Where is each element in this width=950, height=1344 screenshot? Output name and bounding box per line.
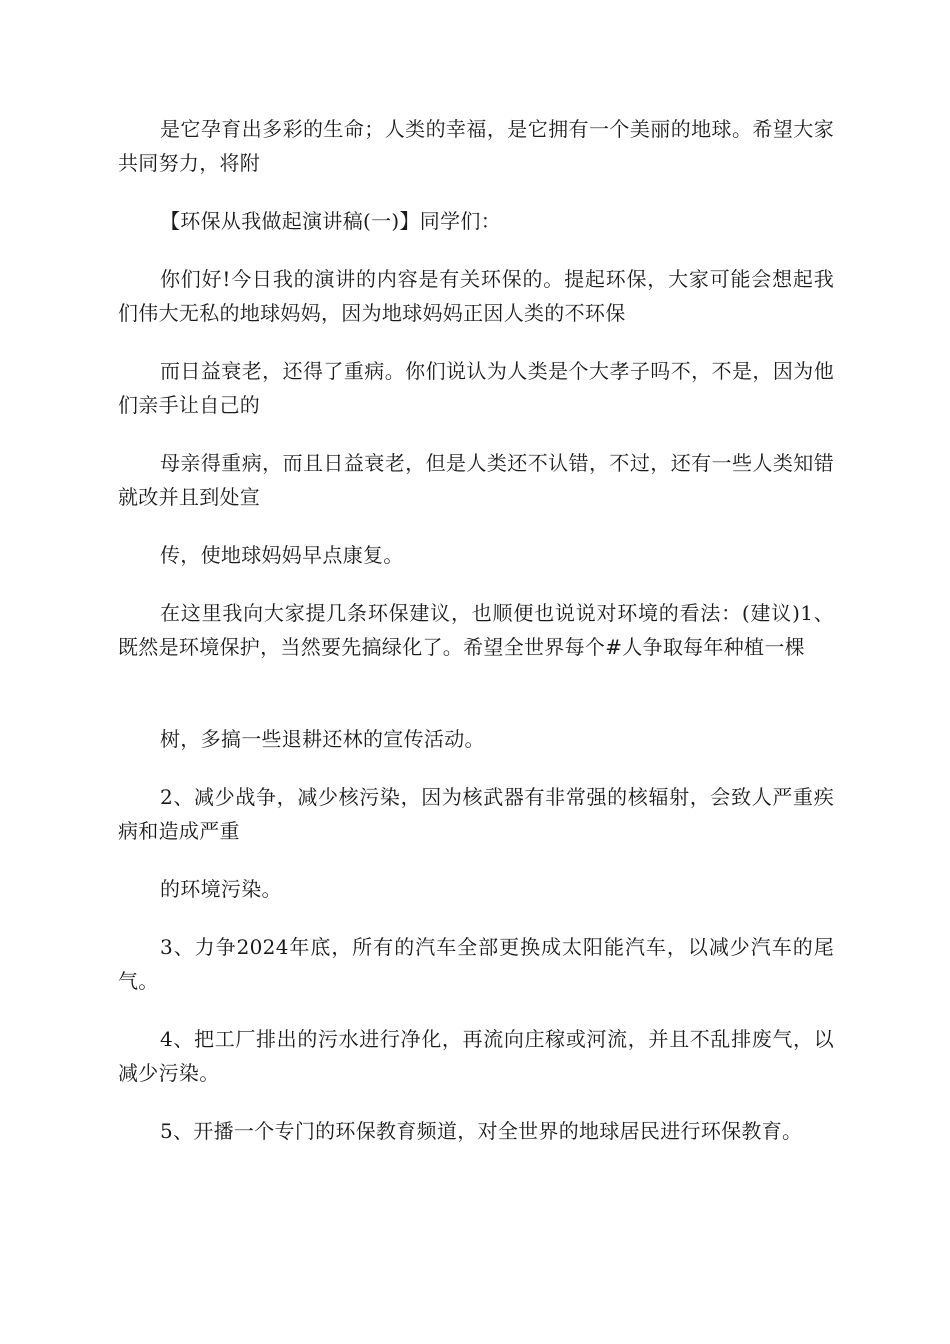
paragraph-suggestion-2: 2、减少战争，减少核污染，因为核武器有非常强的核辐射，会致人严重疾病和造成严重: [118, 785, 834, 843]
paragraph-intro-continuation: 是它孕育出多彩的生命；人类的幸福，是它拥有一个美丽的地球。希望大家共同努力，将附: [118, 117, 834, 175]
paragraph-suggestion-3: 3、力争2024年底，所有的汽车全部更换成太阳能汽车，以减少汽车的尾气。: [118, 935, 834, 993]
paragraph-suggestion-5: 5、开播一个专门的环保教育频道，对全世界的地球居民进行环保教育。: [160, 1119, 803, 1143]
paragraph-recovery: 传，使地球妈妈早点康复。: [160, 543, 404, 567]
paragraph-suggestion-1: 在这里我向大家提几条环保建议，也顺便也说说对环境的看法：(建议)1、既然是环境保护，当然要先搞绿化了。希望全世界每个#人争取每年种植一棵: [118, 601, 834, 659]
paragraph-suggestion-4: 4、把工厂排出的污水进行净化，再流向庄稼或河流，并且不乱排废气，以减少污染。: [118, 1027, 834, 1085]
paragraph-mother-ill: 母亲得重病，而且日益衰老，但是人类还不认错，不过，还有一些人类知错就改并且到处宣: [118, 451, 834, 509]
paragraph-aging: 而日益衰老，还得了重病。你们说认为人类是个大孝子吗不，不是，因为他们亲手让自己的: [118, 359, 834, 417]
paragraph-pollution: 的环境污染。: [160, 877, 282, 901]
paragraph-greeting: 你们好!今日我的演讲的内容是有关环保的。提起环保，大家可能会想起我们伟大无私的地球妈妈，因为地球妈妈正因人类的不环保: [118, 267, 834, 325]
paragraph-speech-title: 【环保从我做起演讲稿(一)】同学们：: [160, 209, 502, 233]
paragraph-tree-planting: 树，多搞一些退耕还林的宣传活动。: [160, 727, 485, 751]
